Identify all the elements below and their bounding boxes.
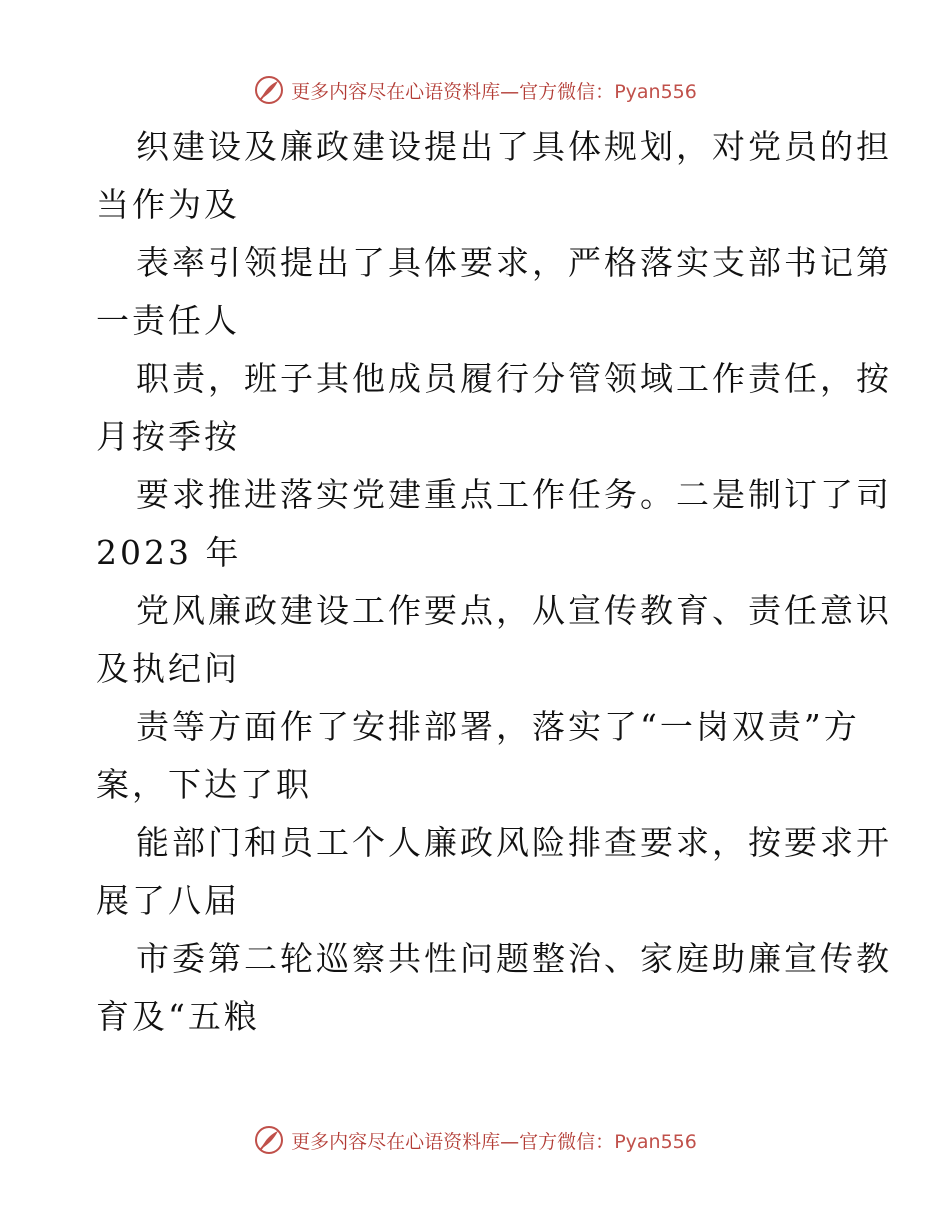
watermark-label: 官方微信： xyxy=(519,1130,615,1153)
paragraph-line: 月按季按 xyxy=(96,417,240,456)
paragraph-line: 表率引领提出了具体要求，严格落实支部书记第 xyxy=(136,243,892,282)
watermark-site: 更多内容尽在心语资料库 xyxy=(291,1130,501,1153)
watermark-text xyxy=(291,1127,697,1154)
paragraph-line: 案，下达了职 xyxy=(96,765,312,804)
paragraph-line: 及执纪问 xyxy=(96,649,240,688)
footer-watermark xyxy=(0,1120,950,1160)
paragraph-line: 要求推进落实党建重点工作任务。二是制订了司 xyxy=(136,475,892,514)
watermark-wechat-id: Pyan556 xyxy=(614,1130,697,1153)
paragraph-line: 党风廉政建设工作要点，从宣传教育、责任意识 xyxy=(136,591,892,630)
watermark-site: 更多内容尽在心语资料库 xyxy=(291,80,501,103)
watermark-text xyxy=(291,77,697,104)
document-body xyxy=(96,118,892,1046)
watermark-label: 官方微信： xyxy=(519,80,615,103)
header-watermark xyxy=(0,70,950,110)
watermark-dash: — xyxy=(500,80,520,103)
paragraph-line: 市委第二轮巡察共性问题整治、家庭助廉宣传教 xyxy=(136,939,892,978)
paragraph-line: 一责任人 xyxy=(96,301,240,340)
paragraph-line: 能部门和员工个人廉政风险排查要求，按要求开 xyxy=(136,823,892,862)
paragraph-line: 责等方面作了安排部署，落实了“一岗双责”方 xyxy=(136,707,860,746)
watermark-dash: — xyxy=(500,1130,520,1153)
paragraph-line: 2023 年 xyxy=(96,533,242,572)
paragraph-line: 育及“五粮 xyxy=(96,997,260,1036)
quill-pen-logo-icon xyxy=(253,1124,285,1156)
paragraph-line: 职责，班子其他成员履行分管领域工作责任，按 xyxy=(136,359,892,398)
quill-pen-logo-icon xyxy=(253,74,285,106)
paragraph-line: 当作为及 xyxy=(96,185,240,224)
paragraph-line: 展了八届 xyxy=(96,881,240,920)
paragraph-line: 织建设及廉政建设提出了具体规划，对党员的担 xyxy=(136,127,892,166)
watermark-wechat-id: Pyan556 xyxy=(614,80,697,103)
